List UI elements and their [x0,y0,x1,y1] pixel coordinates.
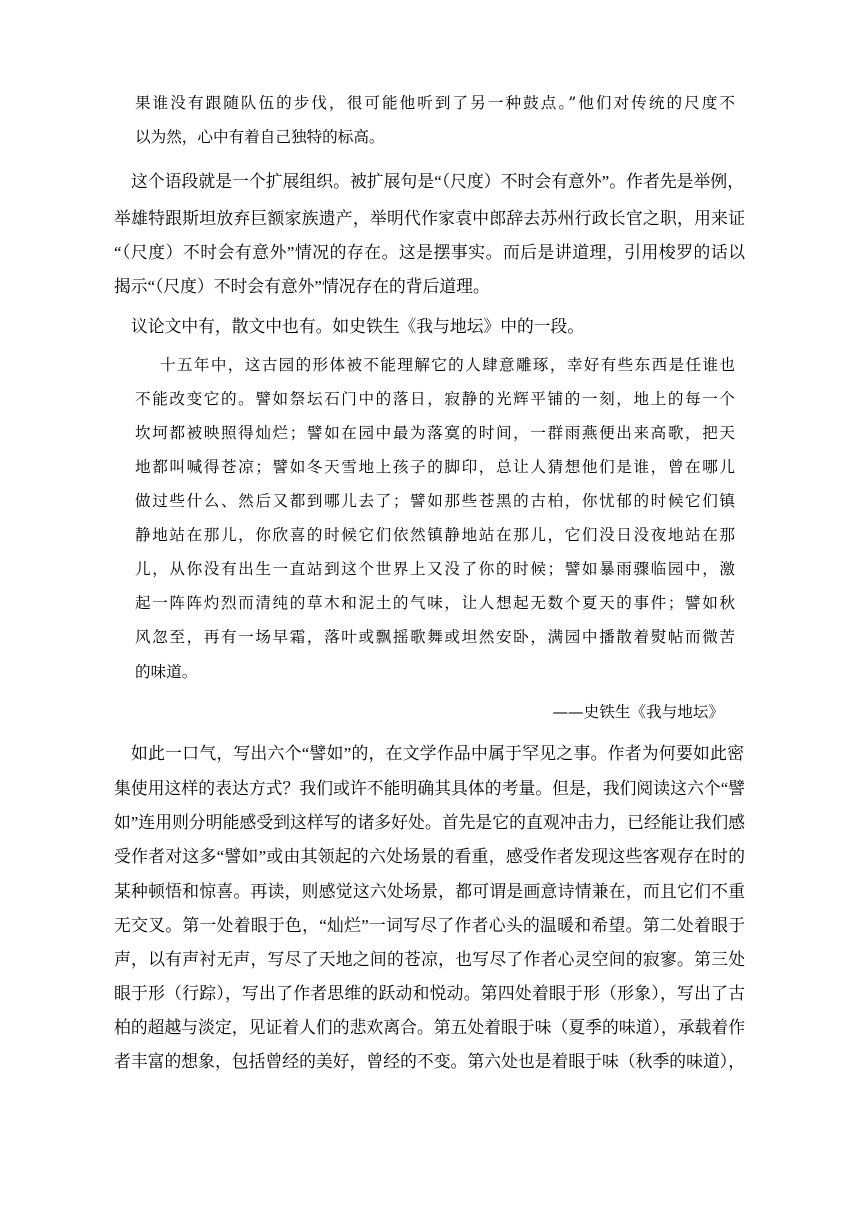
text-line: 集使用这样的表达方式？我们或许不能明确其具体的考量。但是，我们阅读这六个“譬 [114,779,745,798]
text-line: 眼于形（行踪），写出了作者思维的跃动和悦动。第四处着眼于形（形象），写出了古 [114,984,745,1003]
text-line: 某种顿悟和惊喜。再读，则感觉这六处场景，都可谓是画意诗情兼在，而且它们不重 [114,882,745,901]
text-line: 这个语段就是一个扩展组织。被扩展句是“（尺度）不时会有意外”。作者先是举例， [131,172,744,191]
text-line: 如此一口气，写出六个“譬如”的，在文学作品中属于罕见之事。作者为何要如此密 [131,744,744,763]
text-line: 不能改变它的。譬如祭坛石门中的落日，寂静的光辉平铺的一刻，地上的每一个 [135,390,735,408]
text-line: 以为然，心中有着自己独特的标高。 [135,128,385,146]
text-line: 无交叉。第一处着眼于色，“灿烂”一词写尽了作者心头的温暖和希望。第二处着眼于 [114,916,745,935]
text-line: 揭示“（尺度）不时会有意外”情况存在的背后道理。 [114,277,490,296]
text-line: 起一阵阵灼烈而清纯的草木和泥土的气味，让人想起无数个夏天的事件；譬如秋 [135,594,735,612]
text-line: 柏的超越与淡定，见证着人们的悲欢离合。第五处着眼于味（夏季的味道），承载着作 [114,1018,745,1037]
text-line: 举雄特跟斯坦放弃巨额家族遗产，举明代作家袁中郎辞去苏州行政长官之职，用来证 [114,209,745,228]
text-line: ——史铁生《我与地坛》 [552,703,724,721]
text-line: 做过些什么、然后又都到哪儿去了；譬如那些苍黑的古柏，你忧郁的时候它们镇 [135,492,735,510]
text-line: 坎坷都被映照得灿烂；譬如在园中最为落寞的时间，一群雨燕便出来高歌，把天 [135,424,735,442]
text-line: 受作者对这多“譬如”或由其领起的六处场景的看重，感受作者发现这些客观存在时的 [114,847,745,866]
text-line: 儿，从你没有出生一直站到这个世界上又没了你的时候；譬如暴雨骤临园中，激 [135,560,735,578]
text-line: 的味道。 [135,663,198,681]
text-line: 者丰富的想象，包括曾经的美好，曾经的不变。第六处也是着眼于味（秋季的味道）， [114,1052,745,1071]
text-line: 声，以有声衬无声，写尽了天地之间的苍凉，也写尽了作者心灵空间的寂寥。第三处 [114,950,745,969]
text-line: 十五年中，这古园的形体被不能理解它的人肆意雕琢，幸好有些东西是任谁也 [160,356,735,374]
text-line: 果谁没有跟随队伍的步伐，很可能他听到了另一种鼓点。”他们对传统的尺度不 [135,94,735,112]
text-line: “（尺度）不时会有意外”情况的存在。这是摆事实。而后是讲道理，引用梭罗的话以 [114,243,745,262]
text-line: 风忽至，再有一场早霜，落叶或飘摇歌舞或坦然安卧，满园中播散着熨帖而微苦 [135,628,735,646]
text-line: 静地站在那儿，你欣喜的时候它们依然镇静地站在那儿，它们没日没夜地站在那 [135,526,735,544]
text-line: 地都叫喊得苍凉；譬如冬天雪地上孩子的脚印，总让人猜想他们是谁，曾在哪儿 [135,458,735,476]
text-line: 议论文中有，散文中也有。如史铁生《我与地坛》中的一段。 [131,317,585,336]
text-line: 如”连用则分明能感受到这样写的诸多好处。首先是它的直观冲击力，已经能让我们感 [114,813,745,832]
